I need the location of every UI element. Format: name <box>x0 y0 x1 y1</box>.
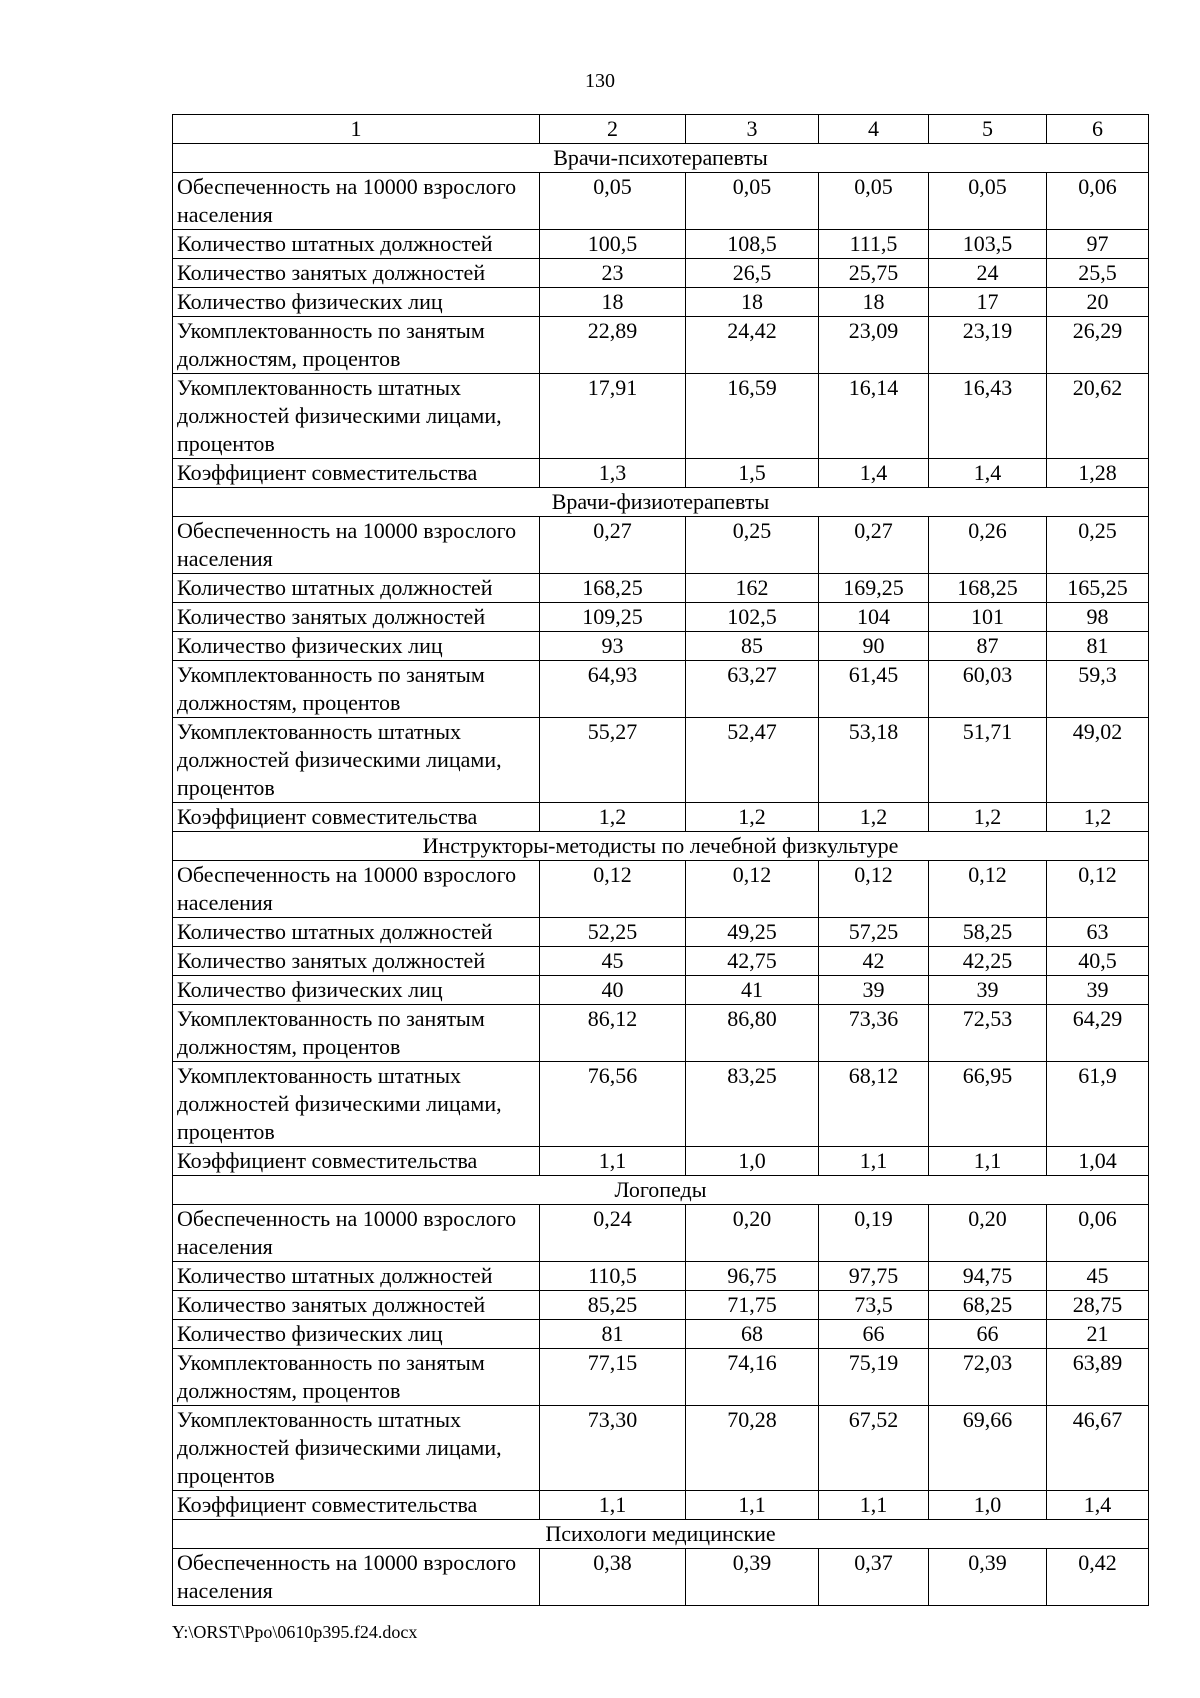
row-value: 42,75 <box>686 947 819 976</box>
row-label: Укомплектованность по занятым должностям, процентов <box>173 661 540 718</box>
row-value: 77,15 <box>540 1349 686 1406</box>
statistics-table <box>172 114 1149 1606</box>
row-value: 26,5 <box>686 259 819 288</box>
row-value: 0,37 <box>819 1549 929 1606</box>
row-value: 73,5 <box>819 1291 929 1320</box>
row-value: 1,2 <box>1047 803 1149 832</box>
row-value: 1,04 <box>1047 1147 1149 1176</box>
row-value: 45 <box>540 947 686 976</box>
row-value: 97 <box>1047 230 1149 259</box>
table-row <box>173 718 1149 803</box>
section-header-row <box>173 144 1149 173</box>
row-value: 0,05 <box>686 173 819 230</box>
row-value: 59,3 <box>1047 661 1149 718</box>
row-label: Количество штатных должностей <box>173 1262 540 1291</box>
row-value: 66 <box>929 1320 1047 1349</box>
table-row <box>173 603 1149 632</box>
table-row <box>173 230 1149 259</box>
row-value: 1,0 <box>929 1491 1047 1520</box>
row-label: Укомплектованность по занятым должностям, процентов <box>173 1349 540 1406</box>
row-value: 16,14 <box>819 374 929 459</box>
table-row <box>173 632 1149 661</box>
row-value: 70,28 <box>686 1406 819 1491</box>
row-value: 66,95 <box>929 1062 1047 1147</box>
row-value: 94,75 <box>929 1262 1047 1291</box>
row-value: 49,25 <box>686 918 819 947</box>
row-value: 63,89 <box>1047 1349 1149 1406</box>
row-value: 1,1 <box>540 1147 686 1176</box>
footer-file-path: Y:\ORST\Ppo\0610p395.f24.docx <box>172 1622 418 1642</box>
row-value: 64,29 <box>1047 1005 1149 1062</box>
row-value: 42 <box>819 947 929 976</box>
row-value: 85 <box>686 632 819 661</box>
row-value: 1,1 <box>686 1491 819 1520</box>
row-value: 25,5 <box>1047 259 1149 288</box>
row-value: 1,5 <box>686 459 819 488</box>
row-value: 23 <box>540 259 686 288</box>
row-value: 0,12 <box>929 861 1047 918</box>
row-value: 111,5 <box>819 230 929 259</box>
row-value: 26,29 <box>1047 317 1149 374</box>
row-value: 1,0 <box>686 1147 819 1176</box>
row-value: 63 <box>1047 918 1149 947</box>
row-value: 0,42 <box>1047 1549 1149 1606</box>
row-value: 90 <box>819 632 929 661</box>
page-number: 130 <box>585 70 615 92</box>
table-body <box>173 144 1149 1606</box>
section-title: Врачи-психотерапевты <box>173 144 1149 173</box>
row-value: 74,16 <box>686 1349 819 1406</box>
row-label: Количество физических лиц <box>173 288 540 317</box>
row-value: 165,25 <box>1047 574 1149 603</box>
row-value: 42,25 <box>929 947 1047 976</box>
row-value: 0,05 <box>540 173 686 230</box>
table-row <box>173 803 1149 832</box>
row-value: 104 <box>819 603 929 632</box>
row-value: 18 <box>686 288 819 317</box>
row-value: 53,18 <box>819 718 929 803</box>
row-value: 40,5 <box>1047 947 1149 976</box>
row-value: 73,30 <box>540 1406 686 1491</box>
table-row <box>173 1549 1149 1606</box>
row-value: 87 <box>929 632 1047 661</box>
row-label: Коэффициент совместительства <box>173 459 540 488</box>
row-value: 16,59 <box>686 374 819 459</box>
section-header-row <box>173 1176 1149 1205</box>
row-label: Количество физических лиц <box>173 632 540 661</box>
row-value: 61,9 <box>1047 1062 1149 1147</box>
table-row <box>173 317 1149 374</box>
row-value: 1,1 <box>819 1491 929 1520</box>
row-value: 25,75 <box>819 259 929 288</box>
row-value: 1,2 <box>540 803 686 832</box>
column-number-header: 6 <box>1047 115 1149 144</box>
row-label: Укомплектованность штатных должностей физическими лицами, процентов <box>173 374 540 459</box>
table-row <box>173 1406 1149 1491</box>
row-value: 81 <box>540 1320 686 1349</box>
table-row <box>173 1005 1149 1062</box>
row-value: 0,20 <box>929 1205 1047 1262</box>
row-label: Укомплектованность штатных должностей физическими лицами, процентов <box>173 1062 540 1147</box>
row-value: 66 <box>819 1320 929 1349</box>
row-value: 75,19 <box>819 1349 929 1406</box>
row-value: 1,4 <box>929 459 1047 488</box>
row-label: Укомплектованность по занятым должностям, процентов <box>173 317 540 374</box>
row-value: 0,12 <box>540 861 686 918</box>
row-value: 162 <box>686 574 819 603</box>
row-label: Коэффициент совместительства <box>173 1491 540 1520</box>
row-value: 1,1 <box>819 1147 929 1176</box>
section-header-row <box>173 1520 1149 1549</box>
table-row <box>173 1291 1149 1320</box>
row-value: 1,4 <box>1047 1491 1149 1520</box>
row-value: 1,3 <box>540 459 686 488</box>
table-row <box>173 173 1149 230</box>
row-value: 28,75 <box>1047 1291 1149 1320</box>
row-label: Обеспеченность на 10000 взрослого населения <box>173 173 540 230</box>
table-row <box>173 259 1149 288</box>
row-value: 103,5 <box>929 230 1047 259</box>
row-value: 0,19 <box>819 1205 929 1262</box>
row-value: 0,27 <box>540 517 686 574</box>
row-value: 0,24 <box>540 1205 686 1262</box>
section-header-row <box>173 488 1149 517</box>
row-value: 49,02 <box>1047 718 1149 803</box>
row-value: 68 <box>686 1320 819 1349</box>
row-value: 68,25 <box>929 1291 1047 1320</box>
row-label: Обеспеченность на 10000 взрослого населения <box>173 861 540 918</box>
row-value: 24,42 <box>686 317 819 374</box>
row-value: 102,5 <box>686 603 819 632</box>
row-value: 0,39 <box>929 1549 1047 1606</box>
table-row <box>173 1349 1149 1406</box>
row-value: 110,5 <box>540 1262 686 1291</box>
table-row <box>173 918 1149 947</box>
table-row <box>173 1320 1149 1349</box>
row-value: 86,80 <box>686 1005 819 1062</box>
row-value: 52,25 <box>540 918 686 947</box>
row-value: 69,66 <box>929 1406 1047 1491</box>
table-row <box>173 1147 1149 1176</box>
column-number-header: 4 <box>819 115 929 144</box>
row-value: 24 <box>929 259 1047 288</box>
row-label: Количество занятых должностей <box>173 947 540 976</box>
row-value: 100,5 <box>540 230 686 259</box>
row-label: Укомплектованность по занятым должностям, процентов <box>173 1005 540 1062</box>
section-title: Врачи-физиотерапевты <box>173 488 1149 517</box>
row-value: 72,03 <box>929 1349 1047 1406</box>
row-label: Коэффициент совместительства <box>173 1147 540 1176</box>
table-row <box>173 661 1149 718</box>
row-value: 83,25 <box>686 1062 819 1147</box>
row-value: 0,12 <box>1047 861 1149 918</box>
row-value: 18 <box>540 288 686 317</box>
row-value: 0,20 <box>686 1205 819 1262</box>
row-value: 68,12 <box>819 1062 929 1147</box>
row-value: 0,12 <box>686 861 819 918</box>
column-number-header: 2 <box>540 115 686 144</box>
row-value: 20 <box>1047 288 1149 317</box>
row-value: 20,62 <box>1047 374 1149 459</box>
table-row <box>173 1491 1149 1520</box>
row-value: 23,09 <box>819 317 929 374</box>
row-value: 108,5 <box>686 230 819 259</box>
row-value: 1,28 <box>1047 459 1149 488</box>
row-label: Количество занятых должностей <box>173 259 540 288</box>
row-value: 1,2 <box>929 803 1047 832</box>
row-value: 0,05 <box>819 173 929 230</box>
row-value: 168,25 <box>929 574 1047 603</box>
table-row <box>173 1262 1149 1291</box>
table-row <box>173 459 1149 488</box>
table-row <box>173 861 1149 918</box>
table-row <box>173 374 1149 459</box>
row-label: Укомплектованность штатных должностей физическими лицами, процентов <box>173 1406 540 1491</box>
row-label: Количество занятых должностей <box>173 603 540 632</box>
table-row <box>173 1205 1149 1262</box>
row-value: 45 <box>1047 1262 1149 1291</box>
row-value: 39 <box>929 976 1047 1005</box>
row-value: 51,71 <box>929 718 1047 803</box>
table-row <box>173 1062 1149 1147</box>
row-value: 67,52 <box>819 1406 929 1491</box>
row-value: 22,89 <box>540 317 686 374</box>
section-title: Логопеды <box>173 1176 1149 1205</box>
row-value: 64,93 <box>540 661 686 718</box>
row-value: 93 <box>540 632 686 661</box>
row-value: 73,36 <box>819 1005 929 1062</box>
row-label: Количество штатных должностей <box>173 574 540 603</box>
row-value: 18 <box>819 288 929 317</box>
row-value: 0,06 <box>1047 173 1149 230</box>
row-value: 0,06 <box>1047 1205 1149 1262</box>
row-value: 0,25 <box>1047 517 1149 574</box>
section-title: Психологи медицинские <box>173 1520 1149 1549</box>
column-number-header: 5 <box>929 115 1047 144</box>
row-value: 46,67 <box>1047 1406 1149 1491</box>
row-label: Количество штатных должностей <box>173 230 540 259</box>
row-label: Обеспеченность на 10000 взрослого населения <box>173 1549 540 1606</box>
row-value: 17 <box>929 288 1047 317</box>
row-value: 16,43 <box>929 374 1047 459</box>
row-value: 72,53 <box>929 1005 1047 1062</box>
row-value: 1,2 <box>686 803 819 832</box>
row-label: Коэффициент совместительства <box>173 803 540 832</box>
row-label: Количество занятых должностей <box>173 1291 540 1320</box>
table-row <box>173 574 1149 603</box>
column-number-header: 1 <box>173 115 540 144</box>
row-value: 1,1 <box>929 1147 1047 1176</box>
table-row <box>173 288 1149 317</box>
row-value: 0,39 <box>686 1549 819 1606</box>
row-value: 81 <box>1047 632 1149 661</box>
row-value: 23,19 <box>929 317 1047 374</box>
row-value: 71,75 <box>686 1291 819 1320</box>
row-value: 58,25 <box>929 918 1047 947</box>
row-value: 57,25 <box>819 918 929 947</box>
table-row <box>173 517 1149 574</box>
row-value: 55,27 <box>540 718 686 803</box>
row-value: 1,2 <box>819 803 929 832</box>
row-value: 97,75 <box>819 1262 929 1291</box>
row-value: 1,4 <box>819 459 929 488</box>
table-row <box>173 976 1149 1005</box>
row-value: 0,26 <box>929 517 1047 574</box>
row-value: 86,12 <box>540 1005 686 1062</box>
row-value: 0,38 <box>540 1549 686 1606</box>
row-value: 61,45 <box>819 661 929 718</box>
row-value: 109,25 <box>540 603 686 632</box>
row-value: 96,75 <box>686 1262 819 1291</box>
row-value: 39 <box>819 976 929 1005</box>
row-value: 52,47 <box>686 718 819 803</box>
row-value: 0,12 <box>819 861 929 918</box>
section-title: Инструкторы-методисты по лечебной физкультуре <box>173 832 1149 861</box>
row-value: 63,27 <box>686 661 819 718</box>
row-value: 0,27 <box>819 517 929 574</box>
row-value: 169,25 <box>819 574 929 603</box>
row-label: Укомплектованность штатных должностей физическими лицами, процентов <box>173 718 540 803</box>
row-value: 60,03 <box>929 661 1047 718</box>
row-value: 40 <box>540 976 686 1005</box>
row-value: 39 <box>1047 976 1149 1005</box>
row-value: 101 <box>929 603 1047 632</box>
column-number-header-row <box>173 115 1149 144</box>
table-row <box>173 947 1149 976</box>
row-label: Количество штатных должностей <box>173 918 540 947</box>
row-value: 98 <box>1047 603 1149 632</box>
column-number-header: 3 <box>686 115 819 144</box>
row-value: 76,56 <box>540 1062 686 1147</box>
row-label: Обеспеченность на 10000 взрослого населения <box>173 517 540 574</box>
row-value: 168,25 <box>540 574 686 603</box>
row-value: 1,1 <box>540 1491 686 1520</box>
row-value: 85,25 <box>540 1291 686 1320</box>
row-value: 21 <box>1047 1320 1149 1349</box>
row-value: 41 <box>686 976 819 1005</box>
row-label: Количество физических лиц <box>173 976 540 1005</box>
row-value: 0,05 <box>929 173 1047 230</box>
row-label: Обеспеченность на 10000 взрослого населения <box>173 1205 540 1262</box>
row-label: Количество физических лиц <box>173 1320 540 1349</box>
row-value: 17,91 <box>540 374 686 459</box>
row-value: 0,25 <box>686 517 819 574</box>
section-header-row <box>173 832 1149 861</box>
